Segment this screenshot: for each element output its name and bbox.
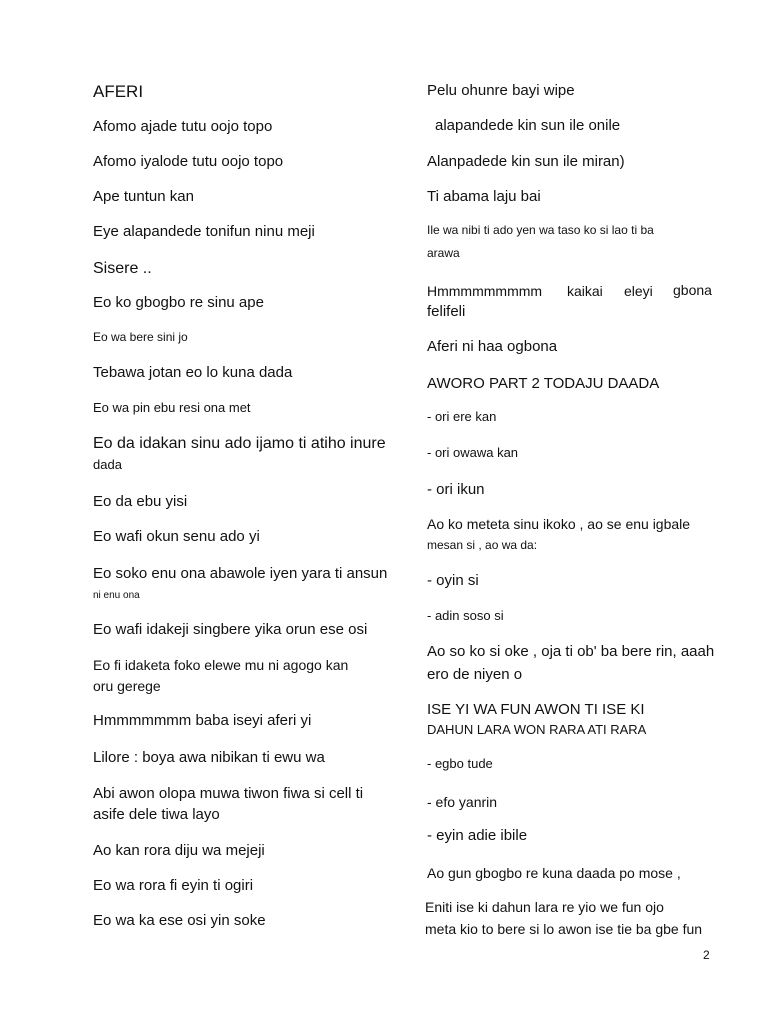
text-line: Pelu ohunre bayi wipe [427,82,575,99]
text-line: Lilore : boya awa nibikan ti ewu wa [93,749,325,766]
list-item: - ori owawa kan [427,445,519,460]
section-heading: DAHUN LARA WON RARA ATI RARA [427,722,647,737]
text-line: Eo wa pin ebu resi ona met [93,400,251,415]
text-line: Eo wafi idakeji singbere yika orun ese osi [93,621,368,638]
title-aferi: AFERI [93,82,144,101]
text-line: Sisere .. [93,260,152,277]
list-item: - eyin adie ibile [427,827,528,844]
text-line: Eo wa bere sini jo [93,330,188,344]
text-line: asife dele tiwa layo [93,806,220,823]
section-heading: ISE YI WA FUN AWON TI ISE KI [427,701,645,718]
text-line: felifeli [427,303,466,320]
text-line: Ti abama laju bai [427,188,541,205]
text-line: Eye alapandede tonifun ninu meji [93,223,315,240]
text-line: ero de niyen o [427,666,523,683]
text-line: Ao ko meteta sinu ikoko , ao se enu igbale [427,516,691,532]
text-line: alapandede kin sun ile onile [435,117,621,134]
text-line: meta kio to bere si lo awon ise tie ba gbe fun [425,921,703,937]
text-line: Eniti ise ki dahun lara re yio we fun ojo [425,899,664,915]
text-line: Eo wa rora fi eyin ti ogiri [93,877,254,894]
text-line: Eo wafi okun senu ado yi [93,528,260,545]
text-line: Eo da ebu yisi [93,493,188,510]
text-line: Eo fi idaketa foko elewe mu ni agogo kan [93,657,349,673]
list-item: - oyin si [427,572,479,589]
text-line: Ao gun gbogbo re kuna daada po mose , [427,865,681,881]
list-item: - ori ere kan [427,409,497,424]
text-line: mesan si , ao wa da: [427,538,538,552]
text-line: Hmmmmmmm baba iseyi aferi yi [93,712,312,729]
justified-word: kaikai [567,283,603,299]
text-line: Ao kan rora diju wa mejeji [93,842,265,859]
text-line: arawa [427,246,460,260]
text-line: oru gerege [93,678,161,694]
text-line: Tebawa jotan eo lo kuna dada [93,364,293,381]
text-line: Ape tuntun kan [93,188,194,205]
text-line: Ile wa nibi ti ado yen wa taso ko si lao ti ba [427,223,654,237]
text-line: Afomo iyalode tutu oojo topo [93,153,284,170]
text-line: Abi awon olopa muwa tiwon fiwa si cell ti [93,785,364,802]
section-heading: AWORO PART 2 TODAJU DAADA [427,375,660,392]
text-line: Afomo ajade tutu oojo topo [93,118,273,135]
text-line: Eo da idakan sinu ado ijamo ti atiho inure [93,435,386,452]
justified-word: Hmmmmmmmmm [427,283,543,299]
justified-word: gbona [673,282,712,298]
list-item: - egbo tude [427,756,493,771]
list-item: - adin soso si [427,608,504,623]
text-line: Eo ko gbogbo re sinu ape [93,294,264,311]
list-item: - efo yanrin [427,794,498,810]
text-line: Eo wa ka ese osi yin soke [93,912,266,929]
text-line: Ao so ko si oke , oja ti ob' ba bere rin, aaah [427,643,715,660]
text-line: Eo soko enu ona abawole iyen yara ti ansun [93,565,388,582]
text-line: ni enu ona [93,590,140,601]
text-line: dada [93,457,122,472]
text-line: Alanpadede kin sun ile miran) [427,153,625,170]
justified-word: eleyi [624,283,653,299]
list-item: - ori ikun [427,481,485,498]
text-line: Aferi ni haa ogbona [427,338,558,355]
page-number: 2 [703,948,710,962]
